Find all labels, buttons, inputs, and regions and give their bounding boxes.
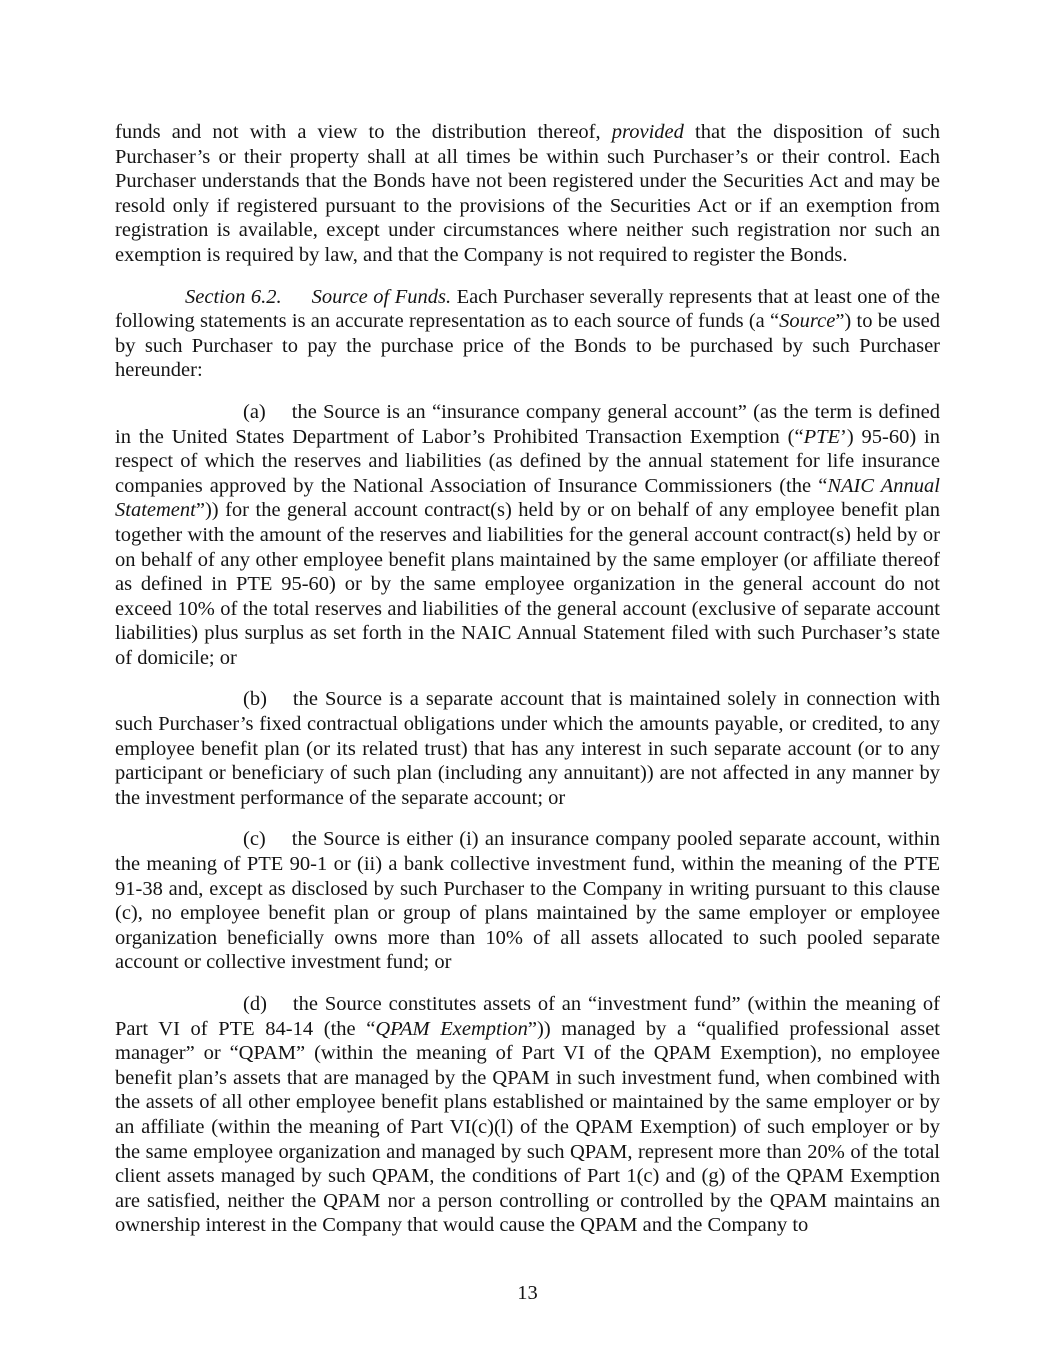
defined-term-source: Source: [779, 310, 836, 333]
clause-d: [115, 992, 940, 1238]
clause-d-label: (d): [243, 993, 267, 1015]
page-number: 13: [517, 1282, 538, 1304]
text-run: the Source is either (i) an insurance company pooled separate account, within the meaning of PTE 90-1 or (ii) a bank collective investment fund, within the meaning of the PTE 91-38 and, except as disclosed by such Purchaser to the Company in writing pursuant to this clause (c), no employee benefit plan or group of plans maintained by the same employer or employee organization beneficially owns more than 10% of all assets allocated to such pooled separate account or collective investment fund; or: [115, 828, 940, 974]
text-run: funds and not with a view to the distribution thereof,: [115, 121, 612, 143]
text-run: ”)) managed by a “qualified professional asset manager” or “QPAM” (within the meaning of Part VI of the QPAM Exemption), no employee benefit plan’s assets that are managed by the QPAM in such investment fund, when combined with the assets of all other employee benefit plans established or maintained by the same employer or by an affiliate (within the meaning of Part VI(c)(l) of the QPAM Exemption) of such employer or by the same employee organization and managed by such QPAM, represent more than 20% of the total client assets managed by such QPAM, the conditions of Part 1(c) and (g) of the QPAM Exemption are satisfied, neither the QPAM nor a person controlling or controlled by the QPAM maintains an ownership interest in the Company that would cause the QPAM and the Company to: [115, 1017, 941, 1237]
text-run: the Source is an “insurance company general account” (as the term is defined in the United States Department of Labor’s Prohibited Transaction Exemption (“: [115, 400, 940, 448]
italic-term-provided: provided: [611, 121, 684, 143]
document-body: [115, 120, 940, 1255]
defined-term-naic-annual-statement: NAIC Annual Statement: [115, 474, 941, 522]
text-run: the Source is a separate account that is maintained solely in connection with such Purchaser’s fixed contractual obligations under which the amounts payable, or credited, to any employee benefit plan (or its related trust) that has any interest in such separate account (or to any participant or beneficiary of such plan (including any annuitant)) are not affected in any manner by the investment performance of the separate account; or: [115, 688, 940, 809]
clause-c-label: (c): [243, 828, 266, 851]
clause-a-label: (a): [243, 400, 266, 423]
text-run: the Source constitutes assets of an “investment fund” (within the meaning of Part VI of PTE 84-14 (the “: [115, 993, 940, 1040]
defined-term-qpam-exemption: QPAM Exemption: [375, 1017, 528, 1040]
paragraph-section-6-2: [115, 285, 940, 383]
paragraph-continuation: [115, 120, 940, 268]
clause-b-label: (b): [243, 688, 267, 711]
clause-a: [115, 400, 940, 671]
clause-c: [115, 827, 940, 975]
text-run: that the disposition of such Purchaser’s or their property shall at all times be within such Purchaser’s or their control. Each Purchaser understands that the Bonds have not been registered under the Securities Act and may be resold only if registered pursuant to the provisions of the Securities Act or if an exemption from registration is available, except under circumstances where neither such registration nor such an exemption is required by law, and that the Company is not required to register the Bonds.: [115, 121, 940, 266]
text-run: ”)) for the general account contract(s) held by or on behalf of any employee benefit plan together with the amount of the reserves and liabilities for the general account contract(s) held by or on behalf of any other employee benefit plans maintained by the same employer (or affiliate thereof as defined in PTE 95-60) or by the same employee organization in the general account do not exceed 10% of the total reserves and liabilities of the general account (exclusive of separate account liabilities) plus surplus as set forth in the NAIC Annual Statement filed with such Purchaser’s state of domicile; or: [115, 499, 940, 669]
text-run: ’) 95-60) in respect of which the reserves and liabilities (as defined by the annual statement for life insurance companies approved by the National Association of Insurance Commissioners (the “: [115, 425, 940, 497]
text-run: ”) to be used by such Purchaser to pay the purchase price of the Bonds to be purchased by such Purchaser hereunder:: [115, 310, 940, 382]
clause-b: [115, 687, 940, 810]
text-run: Each Purchaser severally represents that at least one of the following statements is an accurate representation as to each source of funds (a “: [115, 285, 940, 333]
section-number: Section 6.2.: [185, 285, 282, 308]
defined-term-pte: PTE: [803, 425, 841, 448]
section-title: Source of Funds.: [311, 285, 452, 308]
